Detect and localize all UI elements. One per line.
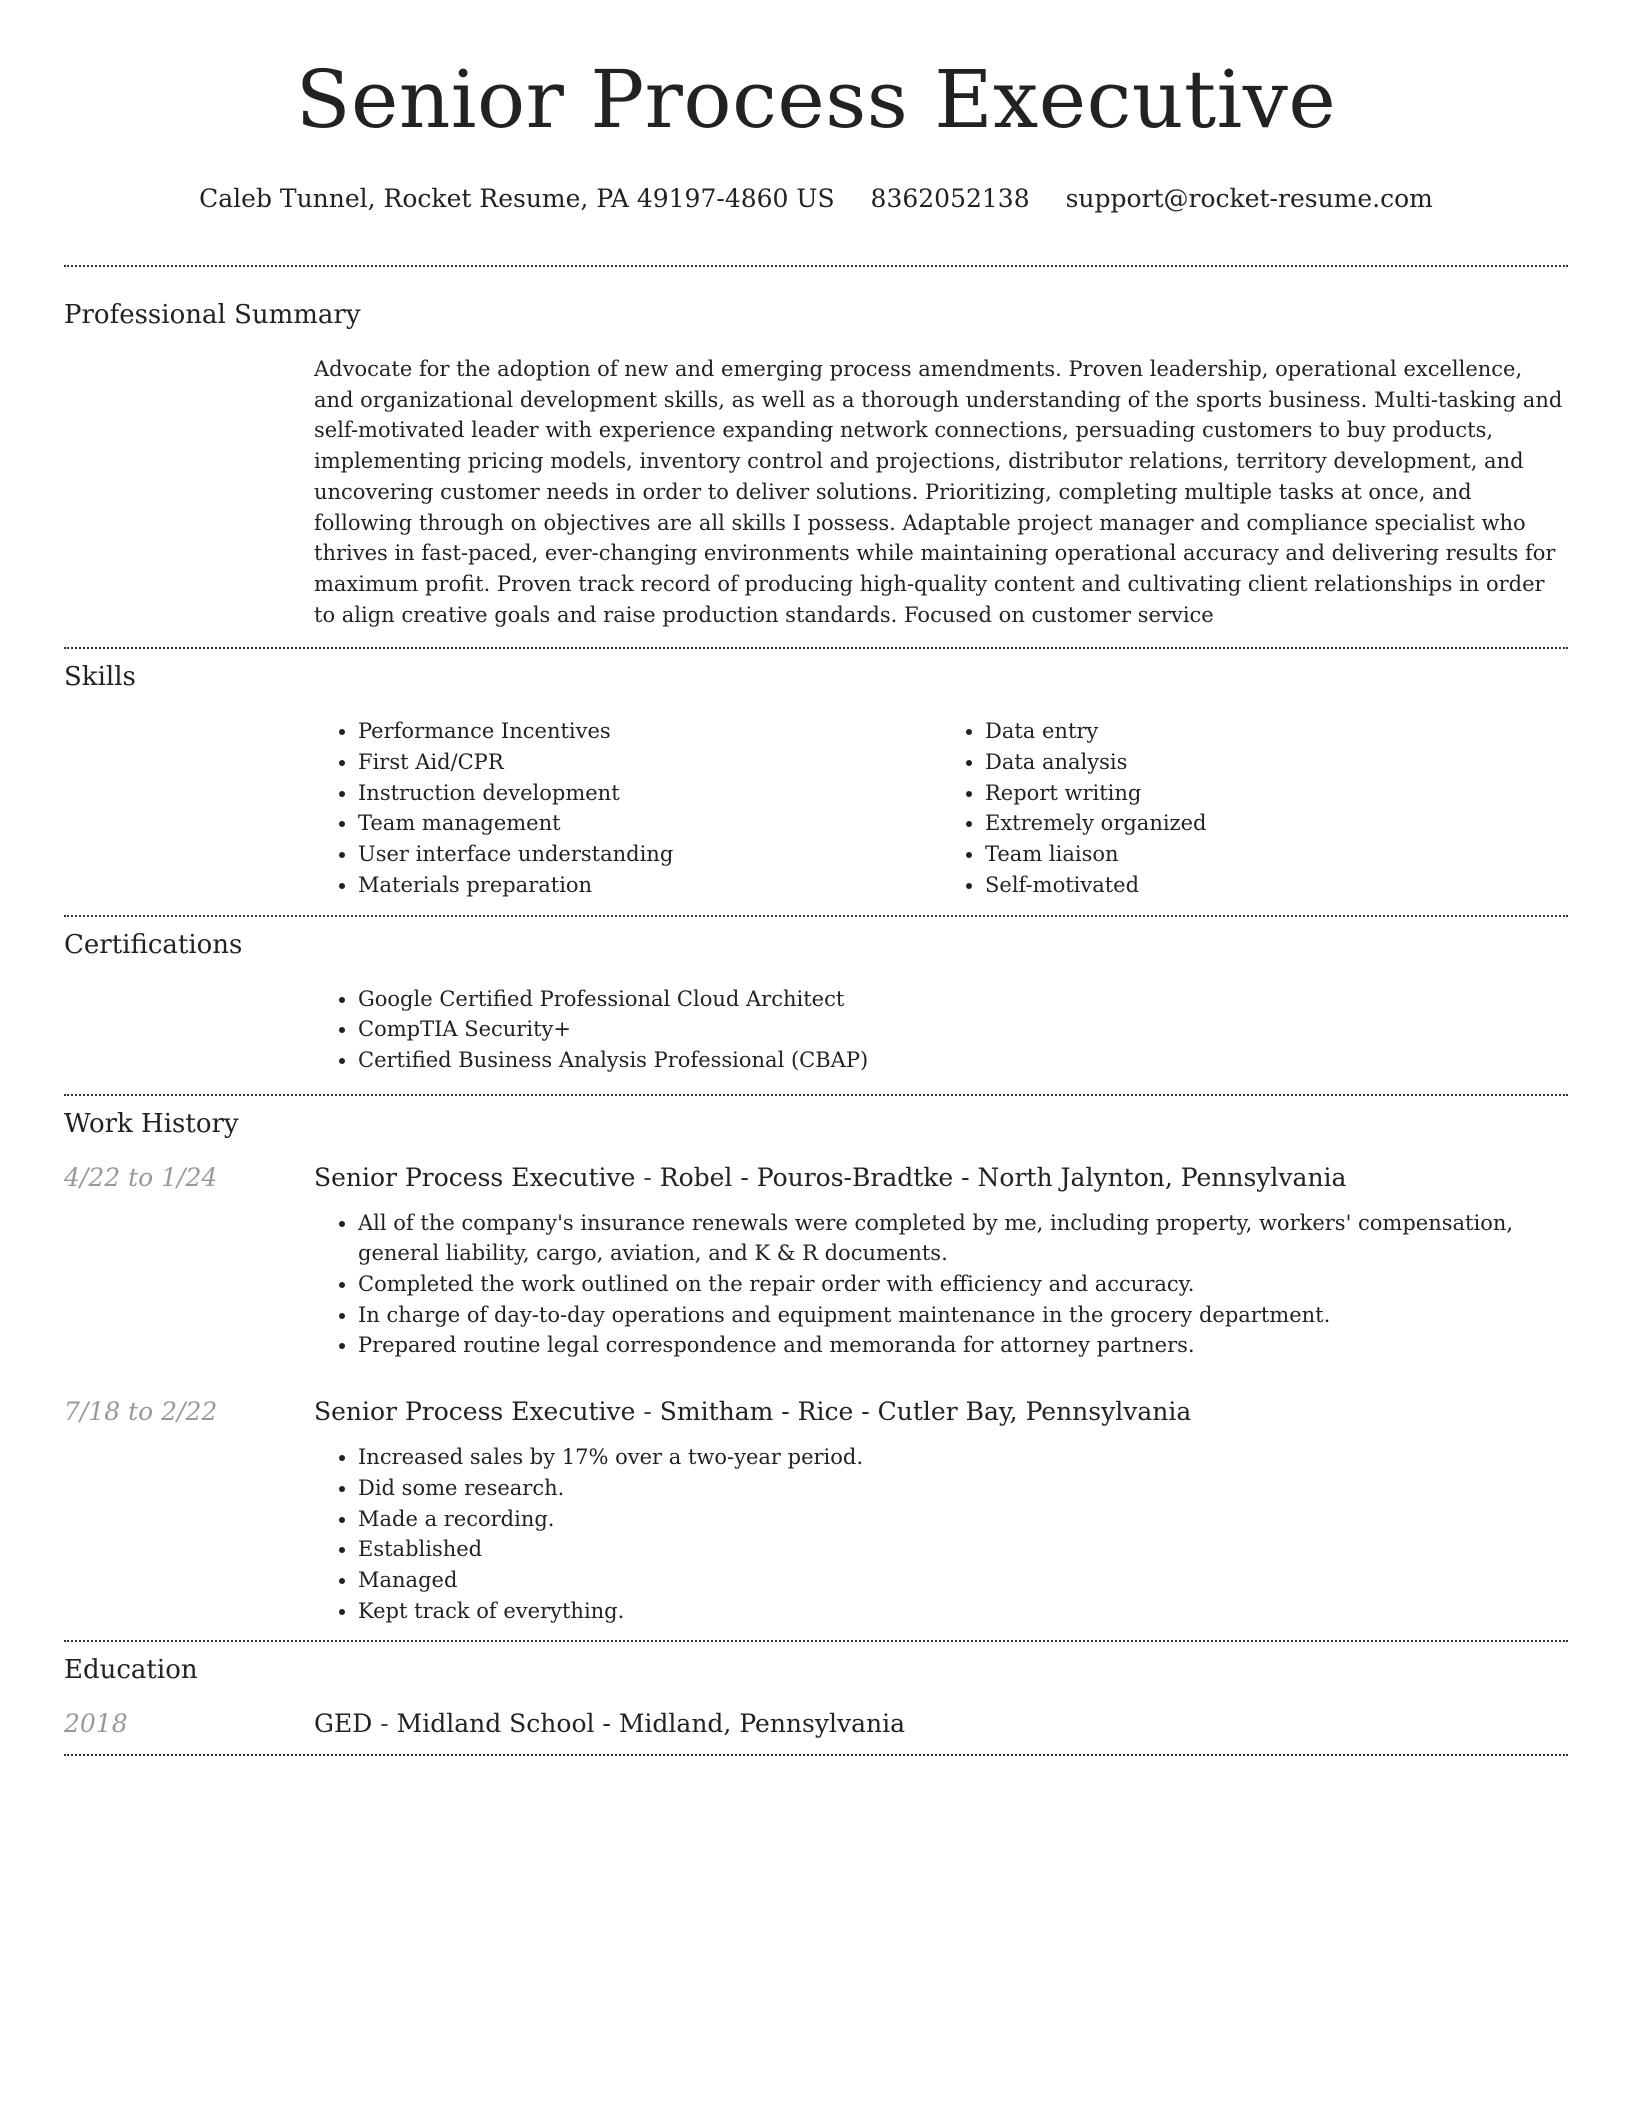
job-dates: 4/22 to 1/24: [64, 1162, 218, 1192]
certifications-content: [314, 984, 1568, 1094]
job-details: Smitham - Rice - Cutler Bay, Pennsylvania: [659, 1397, 1192, 1427]
job-heading: [314, 1163, 1346, 1192]
page-title: Senior Process Executive: [295, 53, 1337, 146]
contact-phone: 8362052138: [870, 184, 1030, 213]
list-item: • Self-motivated: [985, 870, 1568, 901]
list-item: • Completed the work outlined on the repair order with efficiency and accuracy.: [358, 1269, 1568, 1300]
separator: -: [372, 1709, 397, 1739]
list-item: • Data analysis: [985, 747, 1568, 778]
section-heading: Skills: [64, 662, 136, 693]
list-item: • CompTIA Security+: [358, 1014, 1568, 1045]
list-item: • Extremely organized: [985, 808, 1568, 839]
job-entry: [64, 1397, 1568, 1640]
section-heading: Education: [64, 1655, 198, 1686]
contact-email: support@rocket-resume.com: [1065, 184, 1433, 213]
job-title: Senior Process Executive: [314, 1162, 636, 1192]
education-entry: [64, 1709, 1568, 1754]
job-bullets: [314, 1208, 1568, 1362]
list-item: • Performance Incentives: [358, 716, 941, 747]
job-duties: [314, 1442, 1568, 1640]
education-heading: [314, 1709, 905, 1738]
list-item: • All of the company's insurance renewals were completed by me, including property, workers' compensation, general liability, cargo, aviation, and K & R documents.: [358, 1208, 1568, 1269]
section-heading: Certifications: [64, 929, 243, 960]
education-section: [64, 1642, 1568, 1754]
skills-list-left: [314, 716, 941, 900]
job-header: [64, 1163, 1568, 1192]
list-item: • Managed: [358, 1565, 1568, 1596]
contact-address: Caleb Tunnel, Rocket Resume, PA 49197-4860 US: [199, 184, 835, 213]
list-item: • Team management: [358, 808, 941, 839]
list-item: • User interface understanding: [358, 839, 941, 870]
education-year: 2018: [64, 1709, 128, 1739]
list-item: • Made a recording.: [358, 1504, 1568, 1535]
divider: [64, 1754, 1568, 1756]
section-heading: Professional Summary: [64, 300, 361, 330]
job-entry: [64, 1163, 1568, 1362]
job-dates: 7/18 to 2/22: [64, 1397, 218, 1427]
list-item: • In charge of day-to-day operations and equipment maintenance in the grocery department.: [358, 1300, 1568, 1331]
list-item: • Google Certified Professional Cloud Architect: [358, 984, 1568, 1015]
separator: -: [635, 1162, 660, 1192]
certifications-list: [314, 984, 1568, 1076]
list-item: • First Aid/CPR: [358, 747, 941, 778]
contact-line: [64, 182, 1568, 216]
summary-section: [64, 267, 1568, 647]
job-details: Robel - Pouros-Bradtke - North Jalynton, Pennsylvania: [659, 1162, 1347, 1192]
list-item: • Prepared routine legal correspondence and memoranda for attorney partners.: [358, 1330, 1568, 1361]
list-item: • Materials preparation: [358, 870, 941, 901]
list-item: • Kept track of everything.: [358, 1596, 1568, 1627]
list-item: • Established: [358, 1534, 1568, 1565]
section-heading: Work History: [64, 1108, 239, 1139]
separator: -: [635, 1397, 660, 1427]
job-heading: [314, 1397, 1191, 1426]
job-bullets: [314, 1442, 1568, 1626]
summary-text: Advocate for the adoption of new and emerging process amendments. Proven leadership, operational excellence, and organizational development skills, as well as a thorough understanding of the sports business. Multi-tasking and self-motivated leader with experience expanding network connections, persuading customers to buy products, implementing pricing models, inventory control and projections, distributor relations, territory development, and uncovering customer needs in order to deliver solutions. Prioritizing, completing multiple tasks at once, and following through on objectives are all skills I possess. Adaptable project manager and compliance specialist who thrives in fast-paced, ever-changing environments while maintaining operational accuracy and delivering results for maximum profit. Proven track record of producing high-quality content and cultivating client relationships in order to align creative goals and raise production standards. Focused on customer service: [314, 357, 1563, 627]
list-item: • Team liaison: [985, 839, 1568, 870]
skills-columns: [314, 716, 1568, 914]
education-details: Midland School - Midland, Pennsylvania: [396, 1709, 905, 1739]
list-item: • Data entry: [985, 716, 1568, 747]
list-item: • Report writing: [985, 778, 1568, 809]
skills-section: [64, 649, 1568, 914]
list-item: • Increased sales by 17% over a two-year period.: [358, 1442, 1568, 1473]
job-header: [64, 1397, 1568, 1426]
work-history-section: [64, 1096, 1568, 1641]
list-item: • Certified Business Analysis Professional (CBAP): [358, 1045, 1568, 1076]
certifications-section: [64, 917, 1568, 1094]
list-item: • Instruction development: [358, 778, 941, 809]
list-item: • Did some research.: [358, 1473, 1568, 1504]
job-title: Senior Process Executive: [314, 1397, 636, 1427]
skills-list-right: [941, 716, 1568, 900]
education-degree: GED: [314, 1709, 373, 1739]
job-duties: [314, 1208, 1568, 1362]
